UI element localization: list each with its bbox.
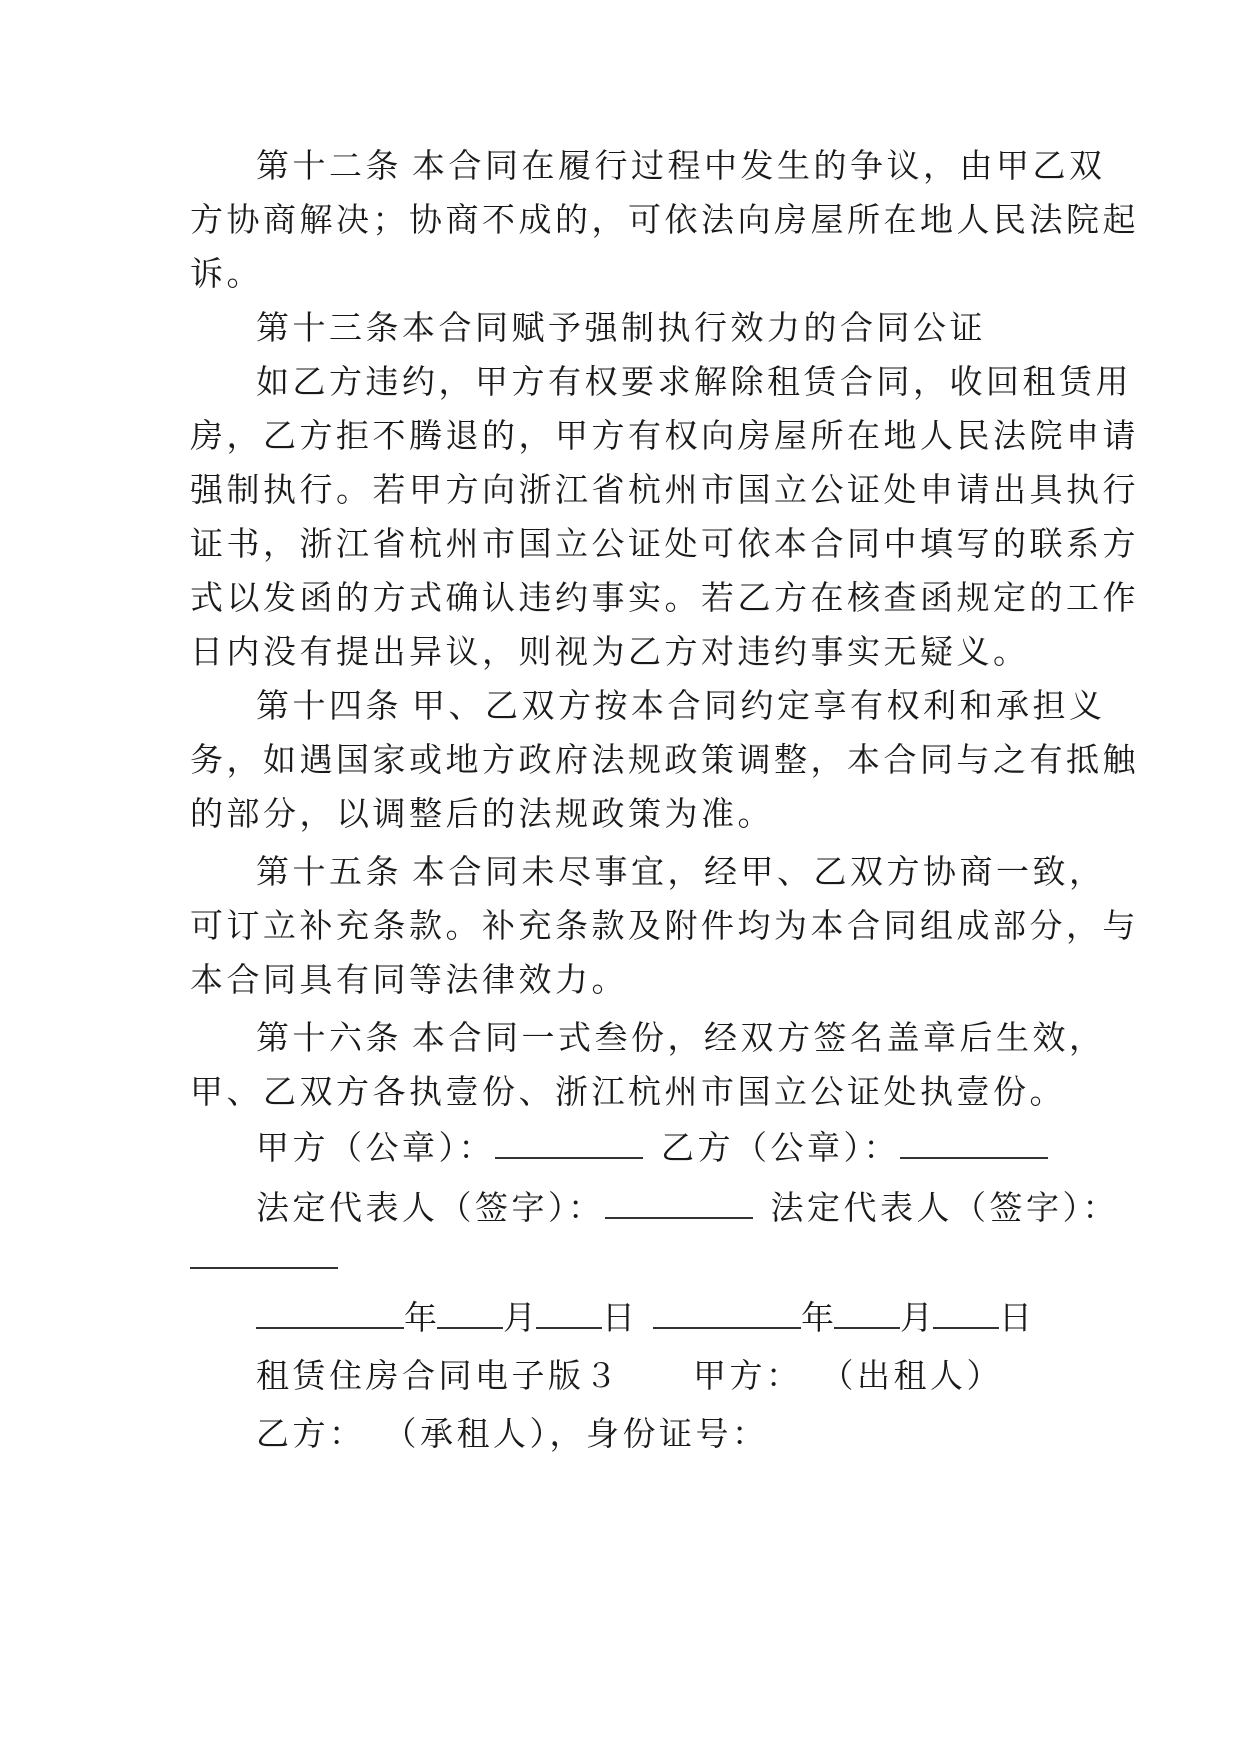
article-13-line-2: 房，乙方拒不腾退的，甲方有权向房屋所在地人民法院申请 <box>190 416 1139 455</box>
article-12-line-1: 第十二条 本合同在履行过程中发生的争议，由甲乙双 <box>256 146 1106 185</box>
article-13-line-4: 证书，浙江省杭州市国立公证处可依本合同中填写的联系方 <box>190 524 1139 563</box>
next-doc-title-line <box>256 1356 1116 1396</box>
landlord-label: （出租人） <box>820 1356 1003 1395</box>
party-b-rep-label: 法定代表人（签字）： <box>770 1188 1119 1227</box>
party-a-day-blank[interactable] <box>536 1301 602 1329</box>
representative-line <box>256 1188 1119 1228</box>
seal-line <box>256 1128 1116 1168</box>
party-b-year-blank[interactable] <box>653 1301 801 1329</box>
article-12-line-2: 方协商解决；协商不成的，可依法向房屋所在地人民法院起 <box>190 200 1139 239</box>
article-14-line-1: 第十四条 甲、乙双方按本合同约定享有权利和承担义 <box>256 686 1106 725</box>
article-13-line-3: 强制执行。若甲方向浙江省杭州市国立公证处申请出具执行 <box>190 470 1139 509</box>
article-16-line-2: 甲、乙双方各执壹份、浙江杭州市国立公证处执壹份。 <box>190 1072 1066 1111</box>
article-13-line-5: 式以发函的方式确认违约事实。若乙方在核查函规定的工作 <box>190 578 1139 617</box>
article-14-heading: 第十四条 <box>256 686 402 725</box>
article-15-line-2: 可订立补充条款。补充条款及附件均为本合同组成部分，与 <box>190 906 1139 945</box>
next-doc-title: 租赁住房合同电子版３ <box>256 1356 621 1395</box>
party-b-rep-line <box>190 1238 1050 1278</box>
article-16-heading: 第十六条 <box>256 1018 402 1057</box>
party-a-rep-blank[interactable] <box>605 1191 753 1219</box>
party-b-rep-blank[interactable] <box>190 1241 338 1269</box>
party-b-day-blank[interactable] <box>933 1301 999 1329</box>
article-14-line-2: 务，如遇国家或地方政府法规政策调整，本合同与之有抵触 <box>190 740 1139 779</box>
article-14-line-3: 的部分，以调整后的法规政策为准。 <box>190 794 774 833</box>
article-13-line-1: 如乙方违约，甲方有权要求解除租赁合同，收回租赁用 <box>256 362 1132 401</box>
party-a-seal-blank[interactable] <box>495 1131 643 1159</box>
article-16-line-1: 第十六条 本合同一式叁份，经双方签名盖章后生效， <box>256 1018 1106 1057</box>
article-13-line-6: 日内没有提出异议，则视为乙方对违约事实无疑义。 <box>190 632 1030 671</box>
article-13-heading: 第十三条本合同赋予强制执行效力的合同公证 <box>256 308 986 347</box>
article-15-line-3: 本合同具有同等法律效力。 <box>190 960 628 999</box>
party-b-line <box>256 1414 1116 1454</box>
party-b-label: 乙方： <box>256 1414 366 1453</box>
article-15-heading: 第十五条 <box>256 852 402 891</box>
party-a-month-blank[interactable] <box>437 1301 503 1329</box>
date-line: 年 月 日 年 月 日 <box>256 1298 1116 1338</box>
party-a-seal-label: 甲方（公章）： <box>256 1128 495 1167</box>
party-a-year-blank[interactable] <box>256 1301 404 1329</box>
article-12-heading: 第十二条 <box>256 146 402 185</box>
party-b-month-blank[interactable] <box>834 1301 900 1329</box>
party-a-label: 甲方： <box>693 1356 803 1395</box>
tenant-label: （承租人），身份证号： <box>383 1414 769 1453</box>
party-b-seal-blank[interactable] <box>900 1131 1048 1159</box>
party-b-seal-label: 乙方（公章）： <box>661 1128 900 1167</box>
article-12-line-3: 诉。 <box>190 254 263 293</box>
party-a-rep-label: 法定代表人（签字）： <box>256 1188 605 1227</box>
article-15-line-1: 第十五条 本合同未尽事宜，经甲、乙双方协商一致， <box>256 852 1106 891</box>
